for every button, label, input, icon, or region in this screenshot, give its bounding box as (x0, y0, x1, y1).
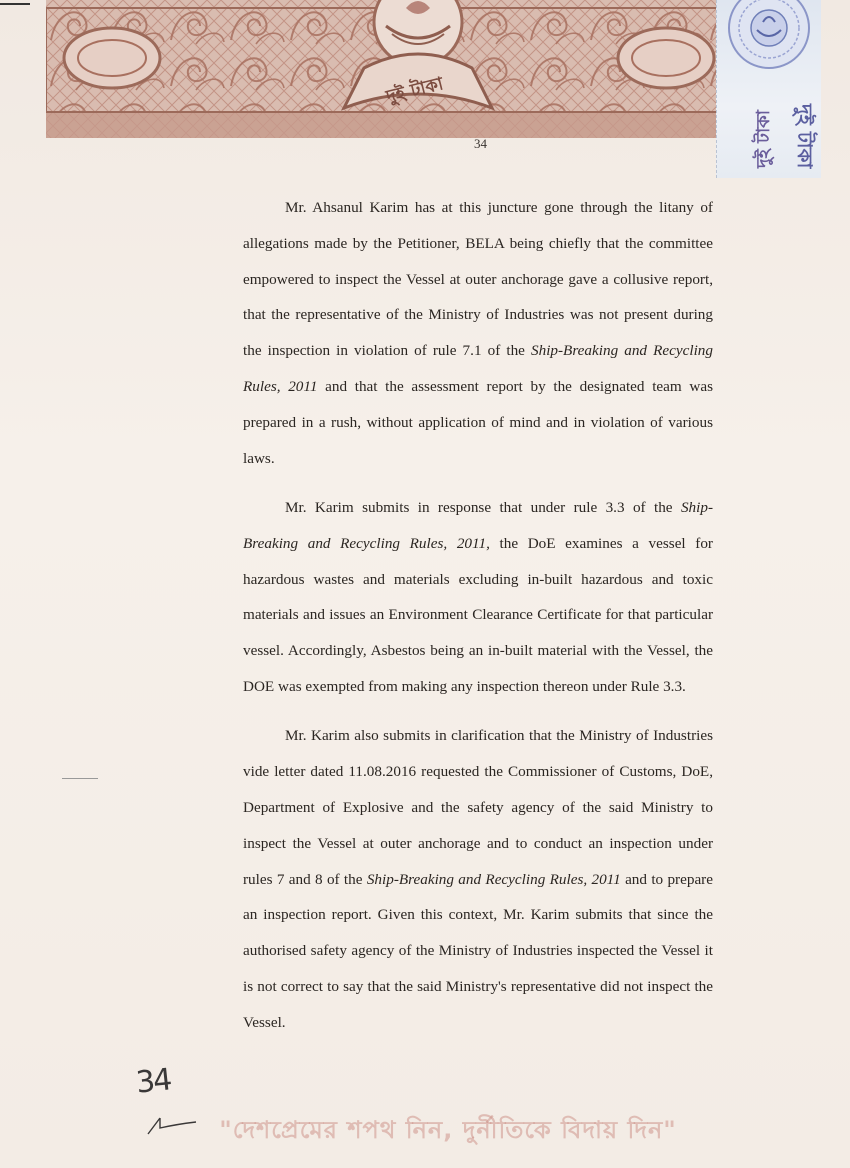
revenue-stamp-emblem-icon (717, 0, 821, 100)
revenue-stamp (716, 0, 821, 178)
scan-edge-mark (0, 3, 30, 5)
paragraph-allegations: Mr. Ahsanul Karim has at this juncture gone through the litany of allegations made by the Petitioner, BELA being chiefly that the committee empowered to inspect the Vessel at outer anchorage gave a collusive report, that the representative of the Ministry of Industries was not present during the inspection in violation of rule 7.1 of the Ship-Breaking and Recycling Rules, 2011 and that the assessment report by the designated team was prepared in a rush, without application of mind and in violation of various laws. (243, 199, 713, 467)
footer-slogan: "দেশপ্রেমের শপথ নিন, দুর্নীতিকে বিদায় দিন" (219, 1116, 677, 1144)
judgment-body (243, 190, 713, 1054)
revenue-stamp-value: দুই টাকা (793, 104, 817, 169)
revenue-stamp-value-left: দুই টাকা (753, 110, 774, 168)
stamp-paper-ornament (46, 0, 730, 138)
margin-mark (62, 778, 98, 779)
paragraph-clarification: Mr. Karim also submits in clarification that the Ministry of Industries vide letter dated 11.08.2016 requested the Commissioner of Customs, DoE, Department of Explosive and the safety agency of the said Ministry to inspect the Vessel at outer anchorage and to conduct an inspection under rules 7 and 8 of the Ship-Breaking and Recycling Rules, 2011 and to prepare an inspection report. Given this context, Mr. Karim submits that since the authorised safety agency of the Ministry of Industries inspected the Vessel it is not correct to say that the said Ministry's representative did not inspect the Vessel. (243, 727, 713, 1031)
stamp-denomination: দুই টাকা (384, 73, 446, 108)
rules-title: Ship-Breaking and Recycling Rules, 2011 (243, 342, 713, 395)
rules-title: Ship-Breaking and Recycling Rules, 2011 (366, 870, 621, 888)
page-number: 34 (474, 136, 487, 151)
handwritten-page-number: 34 (134, 1062, 172, 1101)
paragraph-response: Mr. Karim submits in response that under rule 3.3 of the Ship-Breaking and Recycling Rules, 2011, the DoE examines a vessel for hazardous wastes and materials excluding in-built hazardous and toxic materials and issues an Environment Clearance Certificate for that particular vessel. Accordingly, Asbestos being an in-built material with the Vessel, the DOE was exempted from making any inspection thereon under Rule 3.3. (243, 498, 713, 695)
rules-title: Ship-Breaking and Recycling Rules, 2011, (243, 498, 713, 552)
